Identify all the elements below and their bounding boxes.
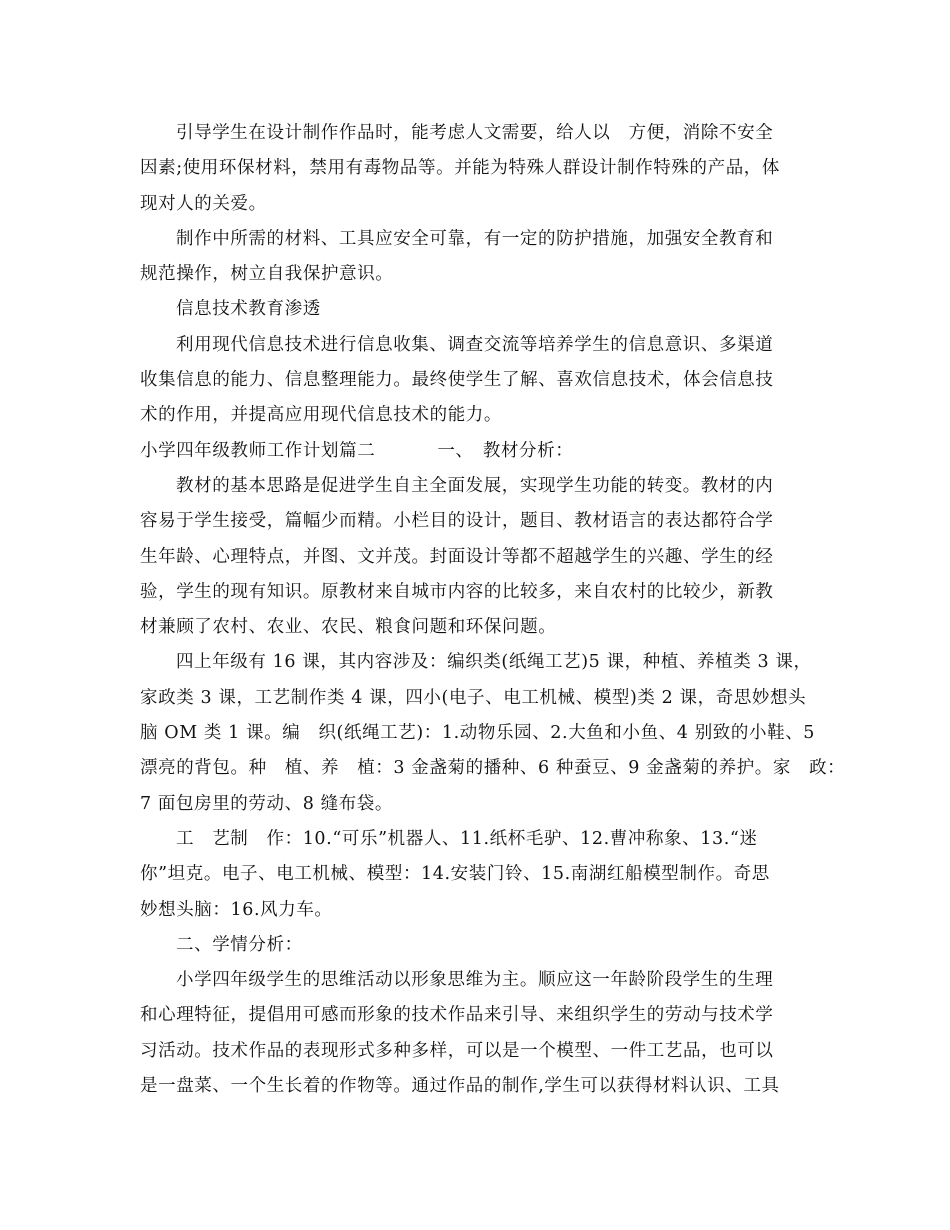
text-line: 二、学情分析：: [176, 934, 303, 955]
text-line: 生年龄、心理特点，并图、文并茂。封面设计等都不超越学生的兴趣、学生的经: [140, 546, 774, 567]
text-line: 工 艺制 作：10.“可乐”机器人、11.纸杯毛驴、12.曹冲称象、13.“迷: [176, 828, 758, 849]
text-block-1: [140, 116, 830, 434]
text-line: 现对人的关爱。: [140, 193, 267, 214]
section-heading: [140, 434, 830, 469]
text-line: 小学四年级学生的思维活动以形象思维为主。顺应这一年龄阶段学生的生理: [176, 970, 774, 991]
text-line: 教材的基本思路是促进学生自主全面发展，实现学生功能的转变。教材的内: [176, 475, 774, 496]
text-line: 术的作用，并提高应用现代信息技术的能力。: [140, 405, 502, 426]
text-line: 是一盘菜、一个生长着的作物等。通过作品的制作,学生可以获得材料认识、工具: [140, 1076, 780, 1097]
document-page: [140, 116, 846, 1104]
text-line: 脑 OM 类 1 课。编 织(纸绳工艺)：1.动物乐园、2.大鱼和小鱼、4 别致的小鞋、5: [140, 723, 816, 744]
text-line: 家政类 3 课，工艺制作类 4 课，四小(电子、电工机械、模型)类 2 课，奇思妙想头: [140, 687, 807, 708]
text-line: 你”坦克。电子、电工机械、模型：14.安装门铃、15.南湖红船模型制作。奇思: [140, 864, 770, 885]
text-line: 四上年级有 16 课，其内容涉及：编织类(纸绳工艺)5 课，种植、养植类 3 课，: [176, 652, 812, 673]
text-line: 制作中所需的材料、工具应安全可靠，有一定的防护措施，加强安全教育和: [176, 228, 774, 249]
text-line: 习活动。技术作品的表现形式多种多样，可以是一个模型、一件工艺品，也可以: [140, 1040, 774, 1061]
text-line: 材兼顾了农村、农业、农民、粮食问题和环保问题。: [140, 617, 557, 638]
text-line: 信息技术教育渗透: [176, 299, 321, 320]
text-line: 收集信息的能力、信息整理能力。最终使学生了解、喜欢信息技术，体会信息技: [140, 370, 774, 391]
text-line: 7 面包房里的劳动、8 缝布袋。: [140, 793, 393, 814]
text-block-2: [140, 469, 846, 1104]
text-line: 利用现代信息技术进行信息收集、调查交流等培养学生的信息意识、多渠道: [176, 334, 774, 355]
text-line: 妙想头脑：16.风力车。: [140, 899, 333, 920]
section-title: 小学四年级教师工作计划篇二: [140, 440, 376, 461]
text-line: 规范操作，树立自我保护意识。: [140, 264, 394, 285]
text-line: 漂亮的背包。种 植、养 植：3 金盏菊的播种、6 种蚕豆、9 金盏菊的养护。家 政：: [140, 758, 846, 779]
text-line: 验，学生的现有知识。原教材来自城市内容的比较多，来自农村的比较少，新教: [140, 581, 774, 602]
section-subtitle: 一、 教材分析：: [437, 440, 574, 461]
text-line: 因素;使用环保材料，禁用有毒物品等。并能为特殊人群设计制作特殊的产品，体: [140, 158, 780, 179]
text-line: 引导学生在设计制作作品时，能考虑人文需要，给人以 方便，消除不安全: [176, 123, 774, 143]
text-line: 容易于学生接受，篇幅少而精。小栏目的设计，题目、教材语言的表达都符合学: [140, 511, 774, 532]
text-line: 和心理特征，提倡用可感而形象的技术作品来引导、来组织学生的劳动与技术学: [140, 1005, 774, 1026]
